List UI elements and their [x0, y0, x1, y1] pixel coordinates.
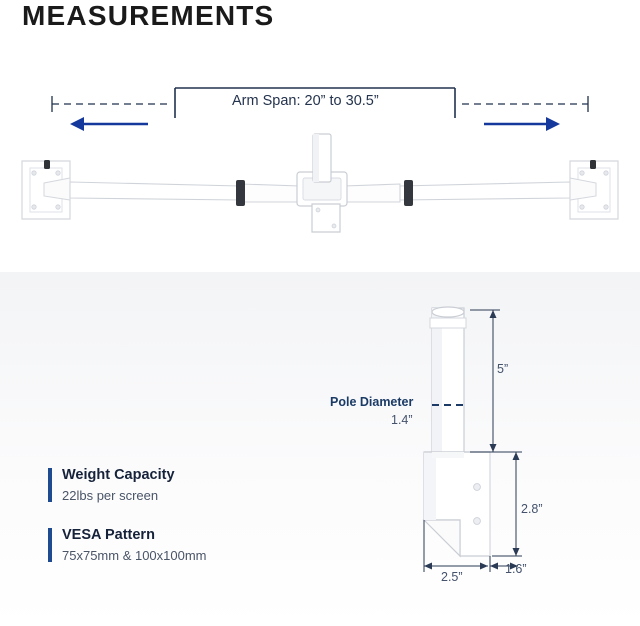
page-title: MEASUREMENTS: [22, 0, 275, 31]
spec-weight-capacity-value: 22lbs per screen: [62, 488, 159, 503]
spec-accent-bar: [48, 468, 52, 502]
dual-monitor-mount-illustration: [22, 134, 618, 232]
arrow-left-icon: [70, 117, 148, 131]
arrow-right-icon: [484, 117, 560, 131]
dimension-clamp-height: 2.8”: [521, 502, 543, 516]
spec-weight-capacity-title: Weight Capacity: [62, 467, 175, 483]
spec-weight-capacity: [48, 466, 175, 506]
pole-diameter-value: 1.4”: [391, 413, 413, 427]
spec-vesa-pattern-value: 75x75mm & 100x100mm: [62, 548, 207, 563]
dimension-clamp-depth: 1.6”: [505, 562, 527, 576]
pole-clamp-illustration: [424, 307, 490, 556]
spec-vesa-pattern: [48, 526, 207, 566]
dimension-base-width: 2.5”: [441, 570, 463, 584]
arm-span-label: Arm Span: 20” to 30.5”: [232, 93, 379, 109]
dimension-pole-height: 5”: [497, 362, 509, 376]
spec-vesa-pattern-title: VESA Pattern: [62, 527, 155, 543]
spec-accent-bar: [48, 528, 52, 562]
pole-diameter-label: Pole Diameter: [330, 395, 414, 409]
